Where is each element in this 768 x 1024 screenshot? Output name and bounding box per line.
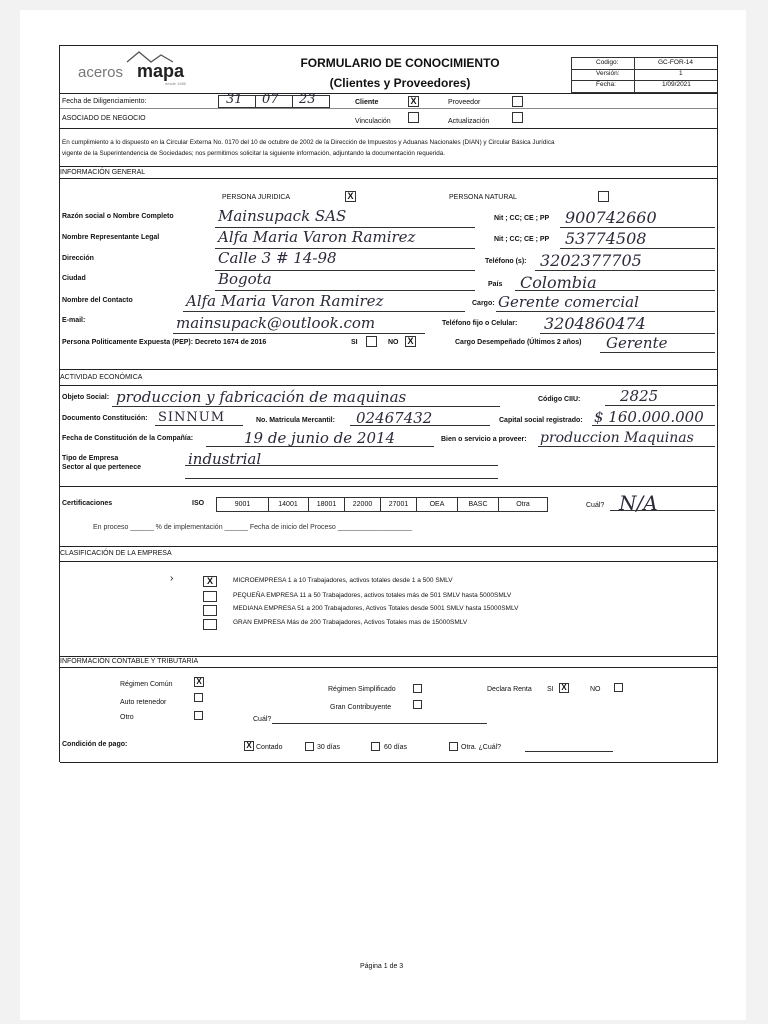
pep-label: Persona Politicamente Expuesta (PEP): Decreto 1674 de 2016 bbox=[62, 339, 267, 346]
iso-option-18001[interactable]: 18001 bbox=[309, 497, 345, 512]
microempresa-label: MICROEMPRESA 1 a 10 Trabajadores, activos totales desde 1 a 500 SMLV bbox=[233, 577, 453, 584]
representante-label: Nombre Representante Legal bbox=[62, 234, 160, 241]
cliente-label: Cliente bbox=[355, 99, 379, 106]
meta-date-label: Fecha: bbox=[596, 81, 616, 88]
logo-word-aceros: aceros bbox=[78, 64, 124, 81]
declara-renta-no-label: NO bbox=[590, 686, 601, 693]
representante-value[interactable]: Alfa Maria Varon Ramirez bbox=[218, 228, 416, 246]
pais-label: País bbox=[488, 281, 503, 288]
dias60-label: 60 días bbox=[384, 744, 407, 751]
microempresa-checkbox[interactable]: X bbox=[203, 576, 217, 587]
page-sheet bbox=[20, 10, 746, 1020]
ciiu-label: Código CIIU: bbox=[538, 396, 581, 403]
doc-constitucion-label: Documento Constitución: bbox=[62, 415, 148, 422]
gran-empresa-label: GRAN EMPRESA Más de 200 Trabajadores, Activos Totales mas de 15000SMLV bbox=[233, 619, 468, 626]
intro-text-line2: vigente de la Superintendencia de Sociedades; nos permitimos solicitar la siguiente información, adjuntando la documentación requerida. bbox=[62, 150, 445, 157]
fecha-constitucion-value[interactable]: 19 de junio de 2014 bbox=[244, 429, 396, 447]
iso-option-14001[interactable]: 14001 bbox=[268, 497, 309, 512]
otro-checkbox[interactable] bbox=[194, 711, 203, 720]
fecha-constitucion-label: Fecha de Constitución de la Compañía: bbox=[62, 435, 194, 442]
meta-table bbox=[571, 57, 718, 93]
mediana-empresa-checkbox[interactable] bbox=[203, 605, 217, 616]
declara-renta-label: Declara Renta bbox=[487, 686, 532, 693]
form-title: FORMULARIO DE CONOCIMIENTO bbox=[300, 56, 500, 70]
declara-renta-si-label: SI bbox=[547, 686, 554, 693]
capital-label: Capital social registrado: bbox=[499, 417, 583, 424]
pep-no-label: NO bbox=[388, 339, 399, 346]
capital-value[interactable]: $ 160.000.000 bbox=[594, 408, 704, 426]
meta-version-label: Versión: bbox=[596, 70, 620, 77]
bien-servicio-label: Bien o servicio a proveer: bbox=[441, 436, 527, 443]
direccion-label: Dirección bbox=[62, 255, 94, 262]
proveedor-label: Proveedor bbox=[448, 99, 481, 106]
doc-constitucion-value[interactable]: SINNUM bbox=[158, 410, 226, 425]
section-clasificacion: CLASIFICACIÓN DE LA EMPRESA bbox=[60, 550, 172, 557]
persona-natural-label: PERSONA NATURAL bbox=[449, 194, 517, 201]
fecha-mes[interactable]: 07 bbox=[262, 92, 279, 107]
nit2-label: Nit ; CC; CE ; PP bbox=[494, 236, 550, 243]
regimen-simplificado-checkbox[interactable] bbox=[413, 684, 422, 693]
cargo-desempenado-label: Cargo Desempeñado (Últimos 2 años) bbox=[455, 339, 582, 346]
logo-word-mapa: mapa bbox=[137, 61, 185, 81]
dias30-checkbox[interactable] bbox=[305, 742, 314, 751]
nit2-value[interactable]: 53774508 bbox=[565, 229, 647, 248]
gran-contribuyente-label: Gran Contribuyente bbox=[330, 704, 392, 711]
telefono-fijo-label: Teléfono fijo o Celular: bbox=[442, 320, 518, 327]
nit-label: Nit ; CC; CE ; PP bbox=[494, 215, 550, 222]
form-left-border bbox=[59, 45, 60, 762]
auto-retenedor-label: Auto retenedor bbox=[120, 699, 167, 706]
fecha-dia[interactable]: 31 bbox=[226, 92, 243, 107]
intro-text-line1: En cumplimiento a lo dispuesto en la Circular Externa No. 0170 del 10 de octubre de 2002 de la Dirección de Impuestos y Aduanas Nacionales (DIAN) y Circular Básica Jurídica bbox=[62, 139, 555, 146]
cargo-label: Cargo: bbox=[472, 300, 495, 307]
razon-social-value[interactable]: Mainsupack SAS bbox=[218, 207, 347, 225]
mediana-empresa-label: MEDIANA EMPRESA 51 a 200 Trabajadores, Activos Totales desde 5001 SMLV hasta 15000SMLV bbox=[233, 605, 519, 612]
section-informacion-general: INFORMACIÓN GENERAL bbox=[60, 169, 146, 176]
ciiu-value[interactable]: 2825 bbox=[620, 387, 659, 405]
bien-servicio-value[interactable]: produccion Maquinas bbox=[540, 430, 694, 446]
section-actividad-economica: ACTIVIDAD ECONÓMICA bbox=[60, 374, 143, 381]
ciudad-label: Ciudad bbox=[62, 275, 86, 282]
form-right-border bbox=[717, 45, 718, 762]
otra-pago-label: Otra. ¿Cuál? bbox=[461, 744, 502, 751]
pequena-empresa-label: PEQUEÑA EMPRESA 11 a 50 Trabajadores, activos totales más de 501 SMLV hasta 5000SMLV bbox=[233, 592, 512, 599]
form-subtitle: (Clientes y Proveedores) bbox=[329, 76, 471, 90]
otra-pago-checkbox[interactable] bbox=[449, 742, 458, 751]
clasificacion-arrow: › bbox=[170, 573, 174, 584]
pep-si-checkbox[interactable] bbox=[366, 336, 377, 347]
otro-label: Otro bbox=[120, 714, 134, 721]
telefono-value[interactable]: 3202377705 bbox=[540, 251, 642, 270]
iso-option-oea[interactable]: OEA bbox=[417, 497, 458, 512]
fecha-diligencia-label: Fecha de Diligenciamiento: bbox=[62, 98, 147, 105]
proceso-line: En proceso ______ % de implementación ______ Fecha de inicio del Proceso ___________________ bbox=[93, 524, 412, 531]
vinculacion-label: Vinculación bbox=[355, 118, 391, 125]
pequena-empresa-checkbox[interactable] bbox=[203, 591, 217, 602]
objeto-social-value[interactable]: produccion y fabricación de maquinas bbox=[116, 388, 407, 406]
declara-renta-si-checkbox[interactable]: X bbox=[559, 683, 569, 693]
page-number: Página 1 de 3 bbox=[360, 963, 404, 970]
meta-code-label: Codigo: bbox=[596, 59, 619, 66]
pep-no-checkbox[interactable]: X bbox=[405, 336, 416, 347]
iso-option-otra[interactable]: Otra bbox=[499, 497, 548, 512]
actualizacion-checkbox[interactable] bbox=[512, 112, 523, 123]
declara-renta-no-checkbox[interactable] bbox=[614, 683, 623, 692]
contado-label: Contado bbox=[256, 744, 283, 751]
meta-version-value: 1 bbox=[679, 70, 683, 77]
dias60-checkbox[interactable] bbox=[371, 742, 380, 751]
telefono-fijo-value[interactable]: 3204860474 bbox=[544, 314, 646, 333]
certificaciones-label: Certificaciones bbox=[62, 500, 113, 507]
cargo-desempenado-value[interactable]: Gerente bbox=[606, 334, 668, 352]
proveedor-checkbox[interactable] bbox=[512, 96, 523, 107]
regimen-comun-label: Régimen Común bbox=[120, 681, 173, 688]
actualizacion-label: Actualización bbox=[448, 118, 490, 125]
email-value[interactable]: mainsupack@outlook.com bbox=[176, 314, 376, 332]
fecha-anio[interactable]: 23 bbox=[299, 92, 316, 107]
gran-contribuyente-checkbox[interactable] bbox=[413, 700, 422, 709]
iso-option-9001[interactable]: 9001 bbox=[216, 497, 269, 512]
logo-tagline: desde 1986 bbox=[165, 81, 186, 86]
auto-retenedor-checkbox[interactable] bbox=[194, 693, 203, 702]
ciudad-value[interactable]: Bogota bbox=[218, 270, 272, 288]
contado-checkbox[interactable]: X bbox=[244, 741, 254, 751]
iso-label: ISO bbox=[192, 500, 205, 507]
asociado-label: ASOCIADO DE NEGOCIO bbox=[62, 115, 146, 122]
persona-natural-checkbox[interactable] bbox=[598, 191, 609, 202]
meta-code-value: GC-FOR-14 bbox=[658, 59, 694, 66]
meta-date-value: 1/09/2021 bbox=[662, 81, 691, 88]
persona-juridica-label: PERSONA JURIDICA bbox=[222, 194, 291, 201]
telefono-label: Teléfono (s): bbox=[485, 258, 527, 265]
contacto-label: Nombre del Contacto bbox=[62, 297, 133, 304]
regimen-simplificado-label: Régimen Simplificado bbox=[328, 686, 396, 693]
contacto-value[interactable]: Alfa Maria Varon Ramirez bbox=[186, 292, 384, 310]
tipo-empresa-value[interactable]: industrial bbox=[188, 450, 262, 468]
iso-option-27001[interactable]: 27001 bbox=[381, 497, 417, 512]
iso-option-22000[interactable]: 22000 bbox=[345, 497, 381, 512]
condicion-pago-label: Condición de pago: bbox=[62, 741, 128, 748]
matricula-value[interactable]: 02467432 bbox=[356, 409, 433, 427]
tipo-empresa-label: Tipo de Empresa bbox=[62, 455, 119, 462]
matricula-label: No. Matricula Mercantil: bbox=[256, 417, 335, 424]
objeto-social-label: Objeto Social: bbox=[62, 394, 110, 401]
persona-juridica-checkbox[interactable]: X bbox=[345, 191, 356, 202]
cual-contable-label: Cuál? bbox=[253, 716, 272, 723]
dias30-label: 30 días bbox=[317, 744, 340, 751]
cual-certificacion-label: Cuál? bbox=[586, 502, 605, 509]
razon-social-label: Razón social o Nombre Completo bbox=[62, 213, 174, 220]
iso-option-basc[interactable]: BASC bbox=[458, 497, 499, 512]
vinculacion-checkbox[interactable] bbox=[408, 112, 419, 123]
direccion-value[interactable]: Calle 3 # 14-98 bbox=[218, 249, 337, 267]
nit-value[interactable]: 900742660 bbox=[565, 208, 657, 227]
email-label: E-mail: bbox=[62, 317, 86, 324]
sector-label: Sector al que pertenece bbox=[62, 464, 141, 471]
pep-si-label: SI bbox=[351, 339, 358, 346]
regimen-comun-checkbox[interactable]: X bbox=[194, 677, 204, 687]
cliente-checkbox[interactable]: X bbox=[408, 96, 419, 107]
cual-certificacion-value[interactable]: N/A bbox=[619, 491, 658, 515]
cargo-value[interactable]: Gerente comercial bbox=[498, 293, 639, 311]
section-contable-tributaria: INFORMACIÓN CONTABLE Y TRIBUTARIA bbox=[60, 658, 199, 665]
gran-empresa-checkbox[interactable] bbox=[203, 619, 217, 630]
pais-value[interactable]: Colombia bbox=[520, 273, 597, 292]
logo bbox=[70, 50, 200, 90]
